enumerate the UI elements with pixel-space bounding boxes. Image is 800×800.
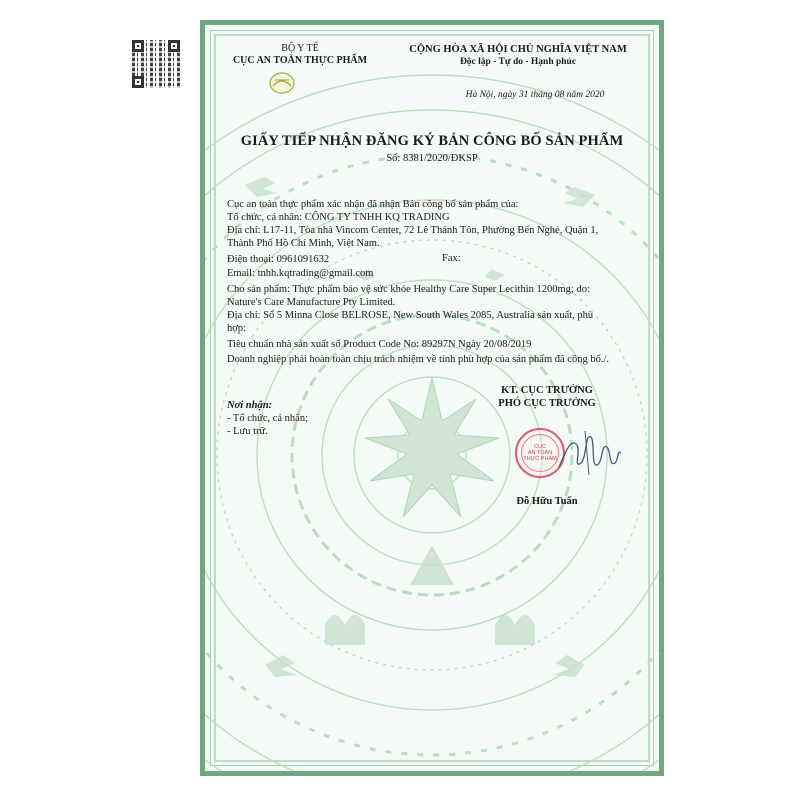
- email-line: Email: tnhh.kqtrading@gmail.com: [227, 268, 374, 279]
- issue-date: Hà Nội, ngày 31 tháng 08 năm 2020: [465, 90, 605, 100]
- recipients-block: [227, 399, 308, 438]
- responsibility-line: Doanh nghiệp phải hoàn toàn chịu trách nhiệm về tính phù hợp của sản phẩm đã công bố./.: [227, 354, 609, 365]
- fax-line: Fax:: [442, 253, 461, 264]
- signatory-title-1: KT. CỤC TRƯỞNG: [501, 385, 593, 396]
- ministry-name: BỘ Y TẾ: [281, 43, 319, 54]
- signer-name: Đỗ Hữu Tuấn: [516, 496, 578, 507]
- republic-block: [383, 43, 653, 69]
- agency-logo-icon: [269, 72, 295, 94]
- national-motto: Độc lập - Tự do - Hạnh phúc: [459, 57, 577, 67]
- recipients-heading: Nơi nhận:: [227, 400, 273, 411]
- organization-line: Tổ chức, cá nhân: CÔNG TY TNHH KQ TRADING: [227, 212, 450, 223]
- agency-name: CỤC AN TOÀN THỰC PHẨM: [232, 55, 368, 66]
- phone-line: Điện thoại: 0961091632: [227, 254, 330, 265]
- recipient-item: - Lưu trữ.: [227, 426, 268, 437]
- certificate-document: [200, 20, 664, 776]
- address-line-2: Thành Phố Hồ Chí Minh, Việt Nam.: [227, 238, 380, 249]
- signatory-title: [467, 384, 627, 410]
- qr-code: [132, 40, 180, 88]
- handwritten-signature: [555, 423, 625, 483]
- signatory-title-2: PHÓ CỤC TRƯỞNG: [498, 398, 596, 409]
- republic-name: CỘNG HÒA XÃ HỘI CHỦ NGHĨA VIỆT NAM: [409, 44, 627, 55]
- product-line-2: Nature's Care Manufacture Pty Limited.: [227, 297, 396, 308]
- product-line-1: Cho sản phẩm: Thực phẩm bảo vệ sức khỏe Healthy Care Super Lecithin 1200mg; do:: [227, 284, 590, 295]
- document-title: GIẤY TIẾP NHẬN ĐĂNG KÝ BẢN CÔNG BỐ SẢN PHẨM: [240, 133, 624, 149]
- standard-line: Tiêu chuẩn nhà sản xuất số Product Code No: 89297N Ngày 20/08/2019: [227, 339, 532, 350]
- manufacturer-address-1: Địa chỉ: Số 5 Minna Close BELROSE, New South Wales 2085, Australia sản xuất, phù: [227, 310, 594, 321]
- document-number: Số: 8381/2020/ĐKSP: [386, 153, 478, 164]
- recipient-item: - Tổ chức, cá nhân;: [227, 413, 309, 424]
- official-seal: CỤC AN TOÀN THỰC PHẨM: [515, 428, 565, 478]
- manufacturer-address-2: hợp:: [227, 323, 246, 334]
- address-line-1: Địa chỉ: L17-11, Tòa nhà Vincom Center, 72 Lê Thánh Tôn, Phường Bến Nghé, Quận 1,: [227, 225, 599, 236]
- intro-line: Cục an toàn thực phẩm xác nhận đã nhận Bản công bố sản phẩm của:: [227, 199, 519, 210]
- issuer-block: [215, 43, 385, 67]
